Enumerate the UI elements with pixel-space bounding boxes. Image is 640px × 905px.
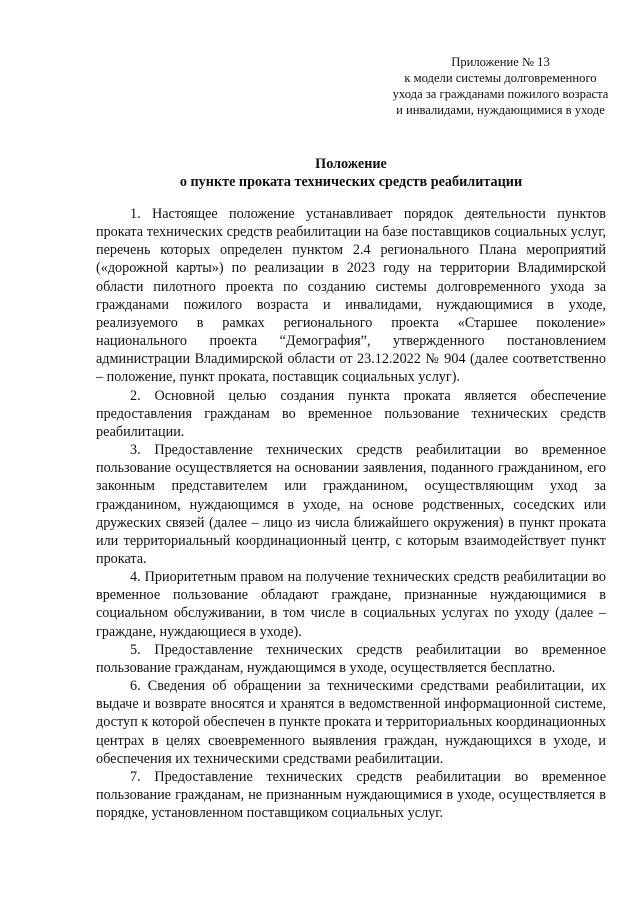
paragraph-1: 1. Настоящее положение устанавливает порядок деятельности пунктов проката технических средств реабилитации на базе поставщиков социальных услуг, перечень которых определен пунктом 2.4 регионального Плана мероприятий («дорожной карты») по реализации в 2023 году на территории Владимирской области пилотного проекта по созданию системы долговременного ухода за гражданами пожилого возраста и инвалидами, нуждающимися в уходе, реализуемого в рамках регионального проекта «Старшее поколение» национального проекта “Демография”, утвержденного постановлением администрации Владимирской области от 23.12.2022 № 904 (далее соответственно – положение, пункт проката, поставщик социальных услуг).	[96, 206, 606, 386]
title-line: о пункте проката технических средств реабилитации	[179, 174, 523, 190]
title-line: Положение	[315, 156, 387, 172]
appendix-line: ухода за гражданами пожилого возраста	[392, 87, 609, 101]
appendix-line: и инвалидами, нуждающимися в уходе	[396, 103, 605, 117]
document-title	[96, 155, 606, 191]
paragraph-6: 6. Сведения об обращении за техническими средствами реабилитации, их выдаче и возврате вносятся и хранятся в ведомственной информационной системе, доступ к которой обеспечен в пункте проката и территориальных координационных центрах в целях своевременного выявления граждан, нуждающихся в уходе, и обеспечения их техническими средствами реабилитации.	[96, 678, 606, 767]
paragraph-5: 5. Предоставление технических средств реабилитации во временное пользование гражданам, нуждающимся в уходе, осуществляется бесплатно.	[96, 641, 606, 676]
appendix-line: к модели системы долговременного	[404, 71, 597, 85]
appendix-header	[388, 54, 613, 118]
paragraph-7: 7. Предоставление технических средств реабилитации во временное пользование гражданам, не признанным нуждающимися в уходе, осуществляется в порядке, установленном поставщиком социальных услуг.	[96, 768, 606, 822]
paragraph-2: 2. Основной целью создания пункта проката является обеспечение предоставления гражданам во временное пользование технических средств реабилитации.	[96, 387, 606, 440]
paragraph-4: 4. Приоритетным правом на получение технических средств реабилитации во временное пользование обладают граждане, признанные нуждающимися в социальном обслуживании, в том числе в социальных услугах по уходу (далее – граждане, нуждающиеся в уходе).	[96, 569, 606, 640]
document-body	[96, 205, 606, 822]
paragraph-3: 3. Предоставление технических средств реабилитации во временное пользование осуществляется на основании заявления, поданного гражданином, его законным представителем или гражданином, осуществляющим уход за гражданином, нуждающимся в уходе, на основе родственных, соседских или дружеских связей (далее – лицо из числа ближайшего окружения) в пункт проката или территориальный координационный центр, с которым взаимодействует пункт проката.	[96, 442, 606, 567]
appendix-number: Приложение № 13	[451, 55, 550, 69]
